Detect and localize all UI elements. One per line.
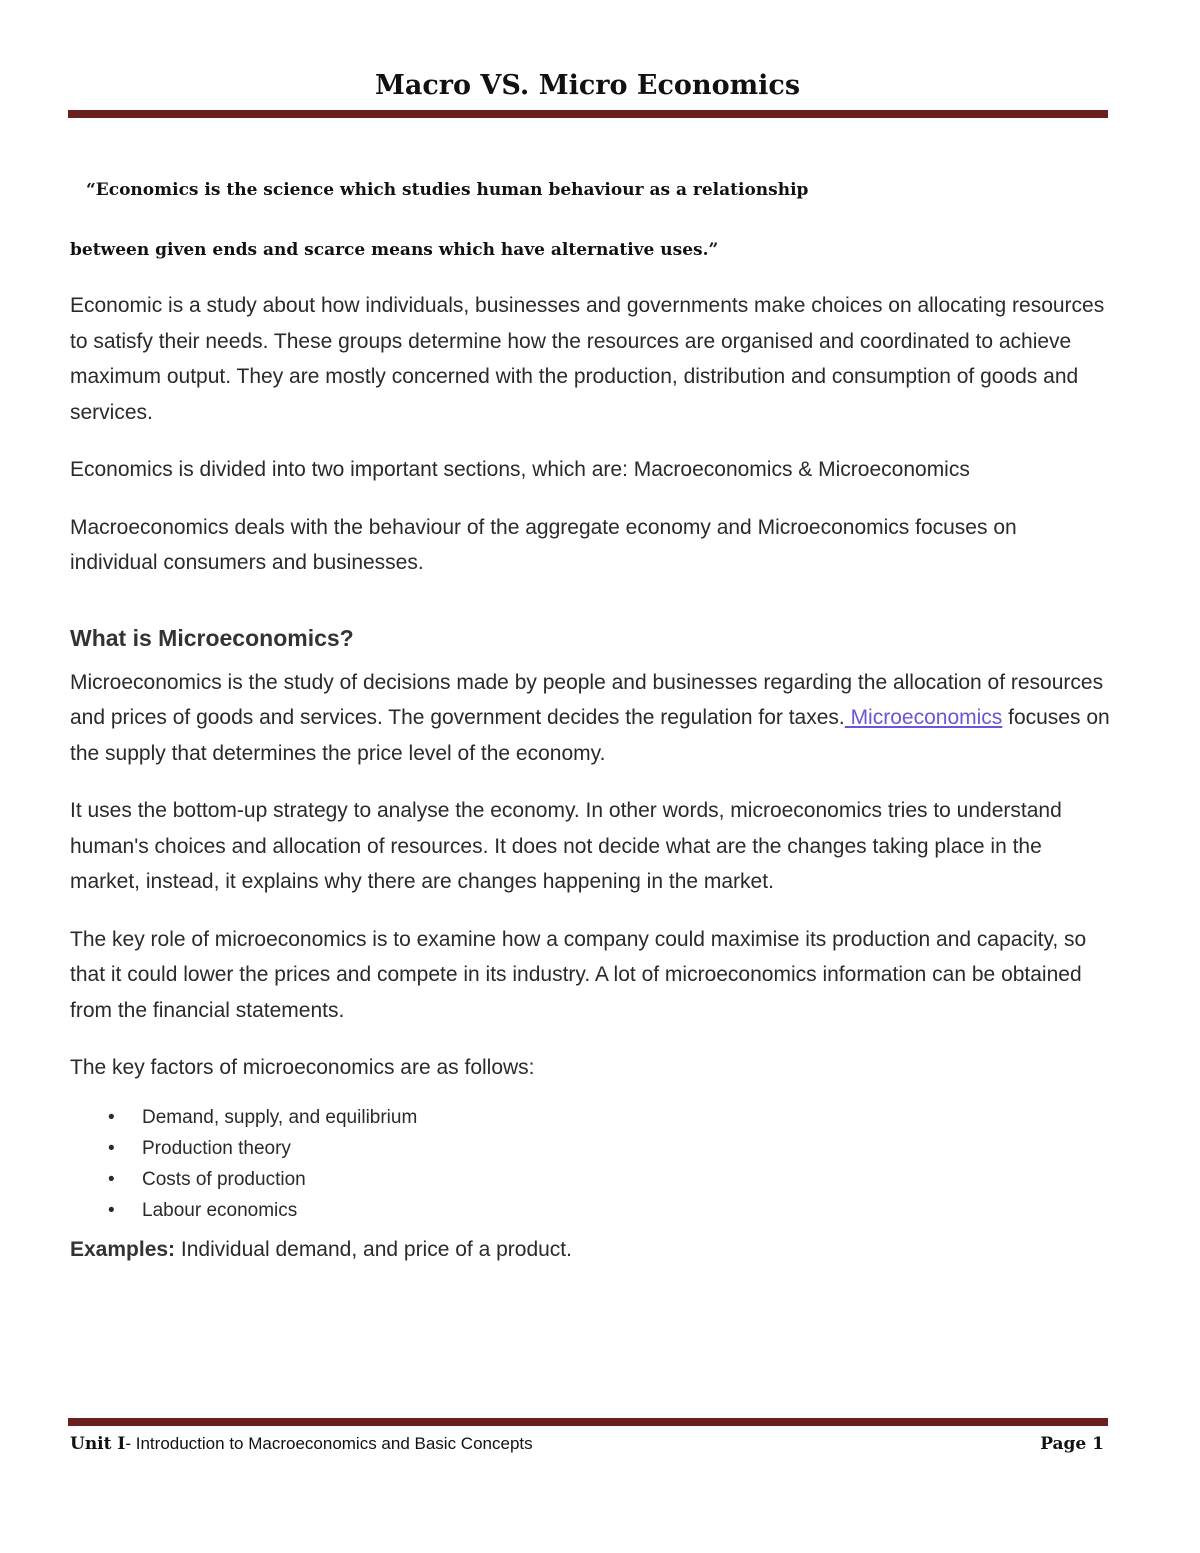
examples-label: Examples: xyxy=(70,1237,176,1261)
micro-paragraph-1 xyxy=(70,665,1110,772)
list-item xyxy=(108,1164,1110,1195)
intro-paragraph-3: Macroeconomics deals with the behaviour of the aggregate economy and Microeconomics focuses on individual consumers and businesses. xyxy=(70,515,1017,574)
bullet-icon: • xyxy=(108,1168,115,1190)
document-body xyxy=(70,288,1110,1289)
micro-paragraph-1-text-a: Microeconomics is the study of decisions made by people and businesses regarding the allocation of resources and prices of goods and services. The government decides the regulation for taxes. xyxy=(70,670,1104,729)
factor-label: Production theory xyxy=(142,1137,291,1159)
micro-paragraph-2: It uses the bottom-up strategy to analyse the economy. In other words, microeconomics tries to understand human's choices and allocation of resources. It does not decide what are the changes taking place in the market, instead, it explains why there are changes happening in the market. xyxy=(70,799,1062,893)
micro-paragraph-1-text-b: focuses on the supply that determines the price level of the economy. xyxy=(70,706,1110,765)
footer-unit-text: - Introduction to Macroeconomics and Basic Concepts xyxy=(125,1434,533,1453)
footer-unit xyxy=(70,1434,533,1454)
page-title: Macro VS. Micro Economics xyxy=(374,70,801,101)
footer-unit-label: Unit I xyxy=(70,1434,126,1454)
bullet-icon: • xyxy=(108,1137,115,1159)
intro-paragraph-1: Economic is a study about how individuals, businesses and governments make choices on allocating resources to satisfy their needs. These groups determine how the resources are organised and coordinated to achieve maximum output. They are mostly concerned with the production, distribution and consumption of goods and services. xyxy=(70,294,1105,424)
factor-label: Demand, supply, and equilibrium xyxy=(142,1106,418,1128)
footer-divider xyxy=(68,1418,1108,1426)
examples-paragraph xyxy=(70,1232,1110,1268)
list-item xyxy=(108,1195,1110,1226)
factors-intro: The key factors of microeconomics are as follows: xyxy=(70,1056,535,1079)
footer-page-number: Page 1 xyxy=(1040,1434,1104,1454)
bullet-icon: • xyxy=(108,1106,115,1128)
quote-line-2: between given ends and scarce means which have alternative uses.” xyxy=(70,240,719,260)
microeconomics-link[interactable]: Microeconomics xyxy=(844,706,1003,729)
list-item xyxy=(108,1102,1110,1133)
intro-paragraph-2: Economics is divided into two important sections, which are: Macroeconomics & Microeconomics xyxy=(70,458,970,481)
factor-label: Costs of production xyxy=(142,1168,306,1190)
examples-text: Individual demand, and price of a product. xyxy=(175,1237,572,1261)
factor-label: Labour economics xyxy=(142,1199,298,1221)
list-item xyxy=(108,1133,1110,1164)
quote-line-1: “Economics is the science which studies human behaviour as a relationship xyxy=(86,180,809,200)
factors-list xyxy=(70,1102,1110,1226)
section-heading-microeconomics: What is Microeconomics? xyxy=(70,624,354,651)
header-divider xyxy=(68,110,1108,118)
micro-paragraph-3: The key role of microeconomics is to examine how a company could maximise its production and capacity, so that it could lower the prices and compete in its industry. A lot of microeconomics information can be obtained from the financial statements. xyxy=(70,927,1087,1022)
bullet-icon: • xyxy=(108,1199,115,1221)
